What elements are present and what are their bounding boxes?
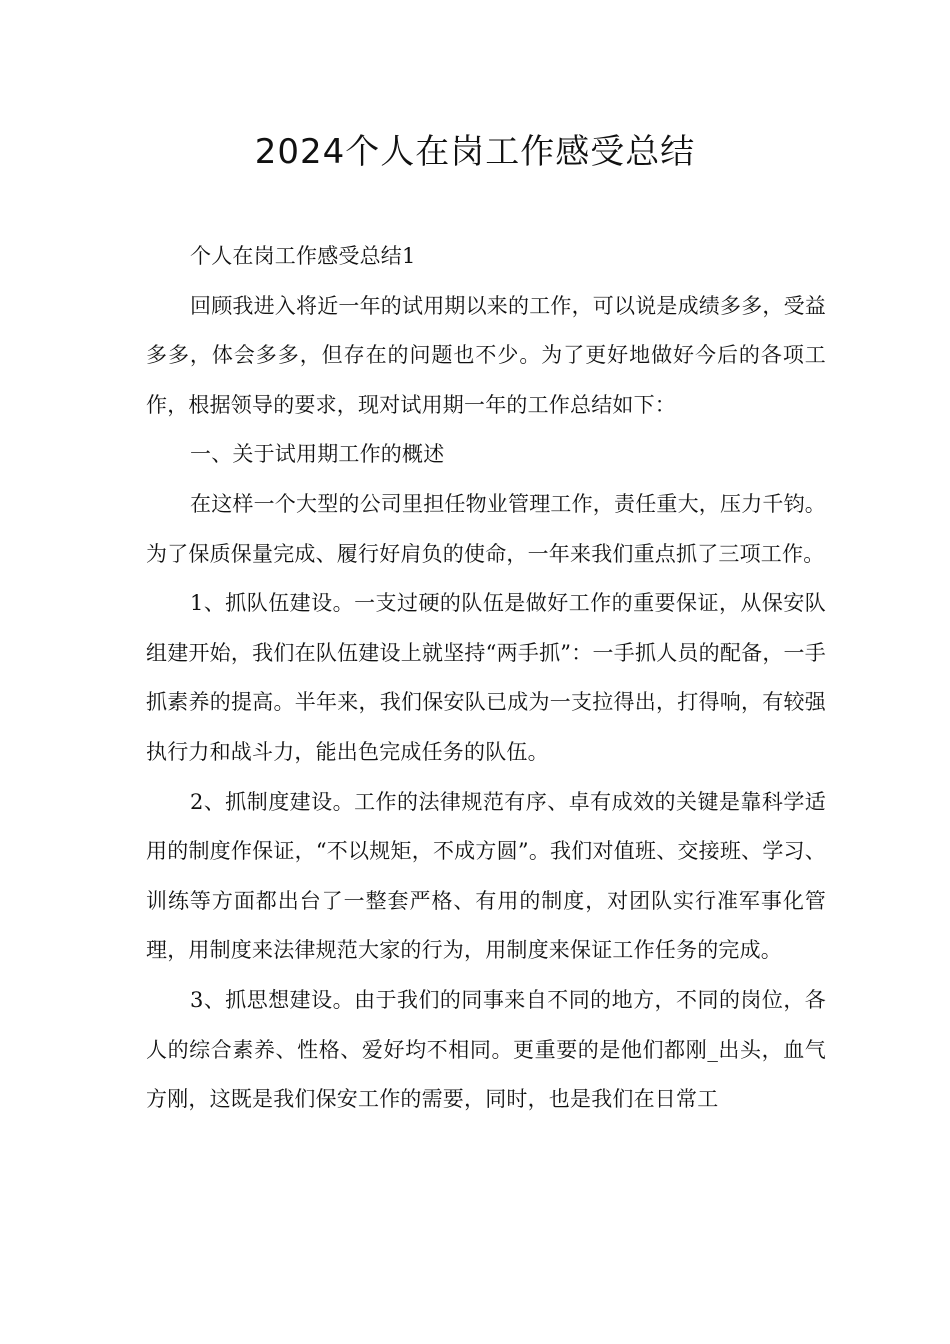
document-title: 2024个人在岗工作感受总结 [254,132,696,172]
paragraph: 在这样一个大型的公司里担任物业管理工作，责任重大，压力千钧。为了保质保量完成、履行好肩负的使命，一年来我们重点抓了三项工作。 [146,491,826,566]
paragraph: 1、抓队伍建设。一支过硬的队伍是做好工作的重要保证，从保安队组建开始，我们在队伍建设上就坚持“两手抓”：一手抓人员的配备，一手抓素养的提高。半年来，我们保安队已成为一支拉得出，打得响，有较强执行力和战斗力，能出色完成任务的队伍。 [146,591,826,764]
paragraph: 2、抓制度建设。工作的法律规范有序、卓有成效的关键是靠科学适用的制度作保证，“不以规矩，不成方圆”。我们对值班、交接班、学习、训练等方面都出台了一整套严格、有用的制度，对团队实行准军事化管理，用制度来法律规范大家的行为，用制度来保证工作任务的完成。 [146,789,826,963]
section-heading: 个人在岗工作感受总结1 [190,244,416,268]
document-body [146,232,826,1125]
paragraph: 回顾我进入将近一年的试用期以来的工作，可以说是成绩多多，受益多多，体会多多，但存在的问题也不少。为了更好地做好今后的各项工作，根据领导的要求，现对试用期一年的工作总结如下： [146,293,826,417]
section-heading: 一、关于试用期工作的概述 [190,442,445,467]
paragraph: 3、抓思想建设。由于我们的同事来自不同的地方，不同的岗位，各人的综合素养、性格、爱好均不相同。更重要的是他们都刚_出头，血气方刚，这既是我们保安工作的需要，同时，也是我们在日常工 [146,987,826,1112]
